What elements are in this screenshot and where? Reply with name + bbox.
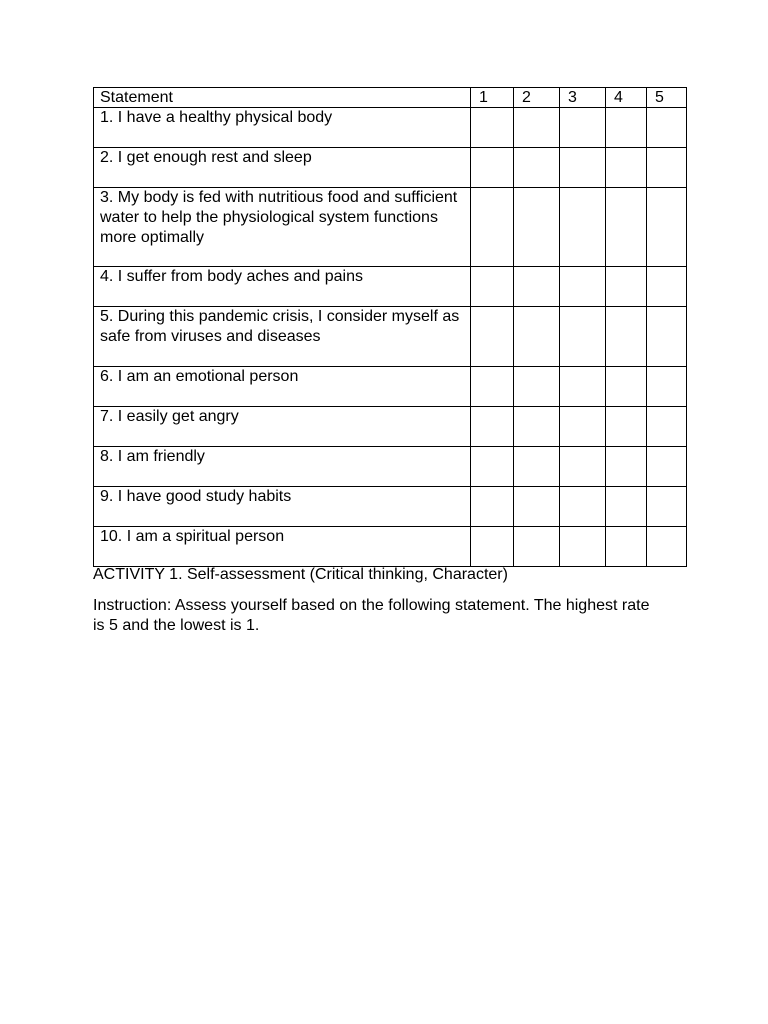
- rating-cell-4[interactable]: [606, 407, 647, 447]
- header-rating-5: 5: [647, 88, 687, 108]
- rating-cell-3[interactable]: [560, 108, 606, 148]
- table-row: [94, 267, 687, 307]
- table-row: [94, 108, 687, 148]
- rating-cell-1[interactable]: [471, 487, 514, 527]
- rating-cell-4[interactable]: [606, 148, 647, 188]
- rating-cell-4[interactable]: [606, 188, 647, 267]
- rating-cell-5[interactable]: [647, 267, 687, 307]
- rating-cell-3[interactable]: [560, 188, 606, 267]
- statement-cell: 1. I have a healthy physical body: [94, 108, 471, 148]
- rating-cell-2[interactable]: [514, 447, 560, 487]
- rating-cell-3[interactable]: [560, 148, 606, 188]
- rating-cell-4[interactable]: [606, 367, 647, 407]
- statement-cell: 2. I get enough rest and sleep: [94, 148, 471, 188]
- rating-cell-1[interactable]: [471, 267, 514, 307]
- header-rating-4: 4: [606, 88, 647, 108]
- rating-cell-4[interactable]: [606, 447, 647, 487]
- table-row: [94, 487, 687, 527]
- instruction-text: Instruction: Assess yourself based on the following statement. The highest rate is 5 and the lowest is 1.: [93, 597, 650, 634]
- rating-cell-4[interactable]: [606, 267, 647, 307]
- rating-cell-3[interactable]: [560, 447, 606, 487]
- rating-cell-5[interactable]: [647, 367, 687, 407]
- rating-cell-4[interactable]: [606, 307, 647, 367]
- table-row: [94, 527, 687, 567]
- rating-cell-3[interactable]: [560, 267, 606, 307]
- rating-cell-5[interactable]: [647, 447, 687, 487]
- statement-cell: 8. I am friendly: [94, 447, 471, 487]
- statement-cell: 3. My body is fed with nutritious food and sufficient water to help the physiological system functions more optimally: [94, 188, 471, 267]
- rating-cell-5[interactable]: [647, 407, 687, 447]
- rating-cell-2[interactable]: [514, 407, 560, 447]
- rating-cell-1[interactable]: [471, 527, 514, 567]
- rating-cell-3[interactable]: [560, 527, 606, 567]
- rating-cell-2[interactable]: [514, 267, 560, 307]
- rating-cell-5[interactable]: [647, 307, 687, 367]
- rating-cell-4[interactable]: [606, 108, 647, 148]
- activity-title: ACTIVITY 1. Self-assessment (Critical thinking, Character): [93, 566, 508, 583]
- rating-cell-1[interactable]: [471, 307, 514, 367]
- header-rating-1: 1: [471, 88, 514, 108]
- rating-cell-5[interactable]: [647, 148, 687, 188]
- rating-cell-3[interactable]: [560, 407, 606, 447]
- rating-cell-2[interactable]: [514, 108, 560, 148]
- rating-cell-2[interactable]: [514, 487, 560, 527]
- rating-cell-5[interactable]: [647, 108, 687, 148]
- rating-cell-5[interactable]: [647, 188, 687, 267]
- rating-cell-1[interactable]: [471, 367, 514, 407]
- rating-cell-4[interactable]: [606, 487, 647, 527]
- rating-cell-3[interactable]: [560, 487, 606, 527]
- rating-cell-3[interactable]: [560, 367, 606, 407]
- rating-cell-2[interactable]: [514, 188, 560, 267]
- statement-cell: 10. I am a spiritual person: [94, 527, 471, 567]
- rating-cell-5[interactable]: [647, 487, 687, 527]
- table-row: [94, 447, 687, 487]
- rating-cell-2[interactable]: [514, 148, 560, 188]
- table-row: [94, 188, 687, 267]
- statement-cell: 9. I have good study habits: [94, 487, 471, 527]
- self-assessment-table: [93, 87, 687, 567]
- rating-cell-3[interactable]: [560, 307, 606, 367]
- header-rating-2: 2: [514, 88, 560, 108]
- rating-cell-4[interactable]: [606, 527, 647, 567]
- rating-cell-2[interactable]: [514, 307, 560, 367]
- rating-cell-1[interactable]: [471, 447, 514, 487]
- rating-cell-1[interactable]: [471, 407, 514, 447]
- statement-cell: 6. I am an emotional person: [94, 367, 471, 407]
- table-row: [94, 307, 687, 367]
- table-row: [94, 367, 687, 407]
- header-statement: Statement: [94, 88, 471, 108]
- rating-cell-2[interactable]: [514, 527, 560, 567]
- statement-cell: 4. I suffer from body aches and pains: [94, 267, 471, 307]
- table-row: [94, 148, 687, 188]
- rating-cell-1[interactable]: [471, 148, 514, 188]
- rating-cell-1[interactable]: [471, 108, 514, 148]
- table-row: [94, 407, 687, 447]
- statement-cell: 5. During this pandemic crisis, I consider myself as safe from viruses and diseases: [94, 307, 471, 367]
- statement-cell: 7. I easily get angry: [94, 407, 471, 447]
- header-rating-3: 3: [560, 88, 606, 108]
- table-header-row: [94, 88, 687, 108]
- rating-cell-5[interactable]: [647, 527, 687, 567]
- rating-cell-1[interactable]: [471, 188, 514, 267]
- rating-cell-2[interactable]: [514, 367, 560, 407]
